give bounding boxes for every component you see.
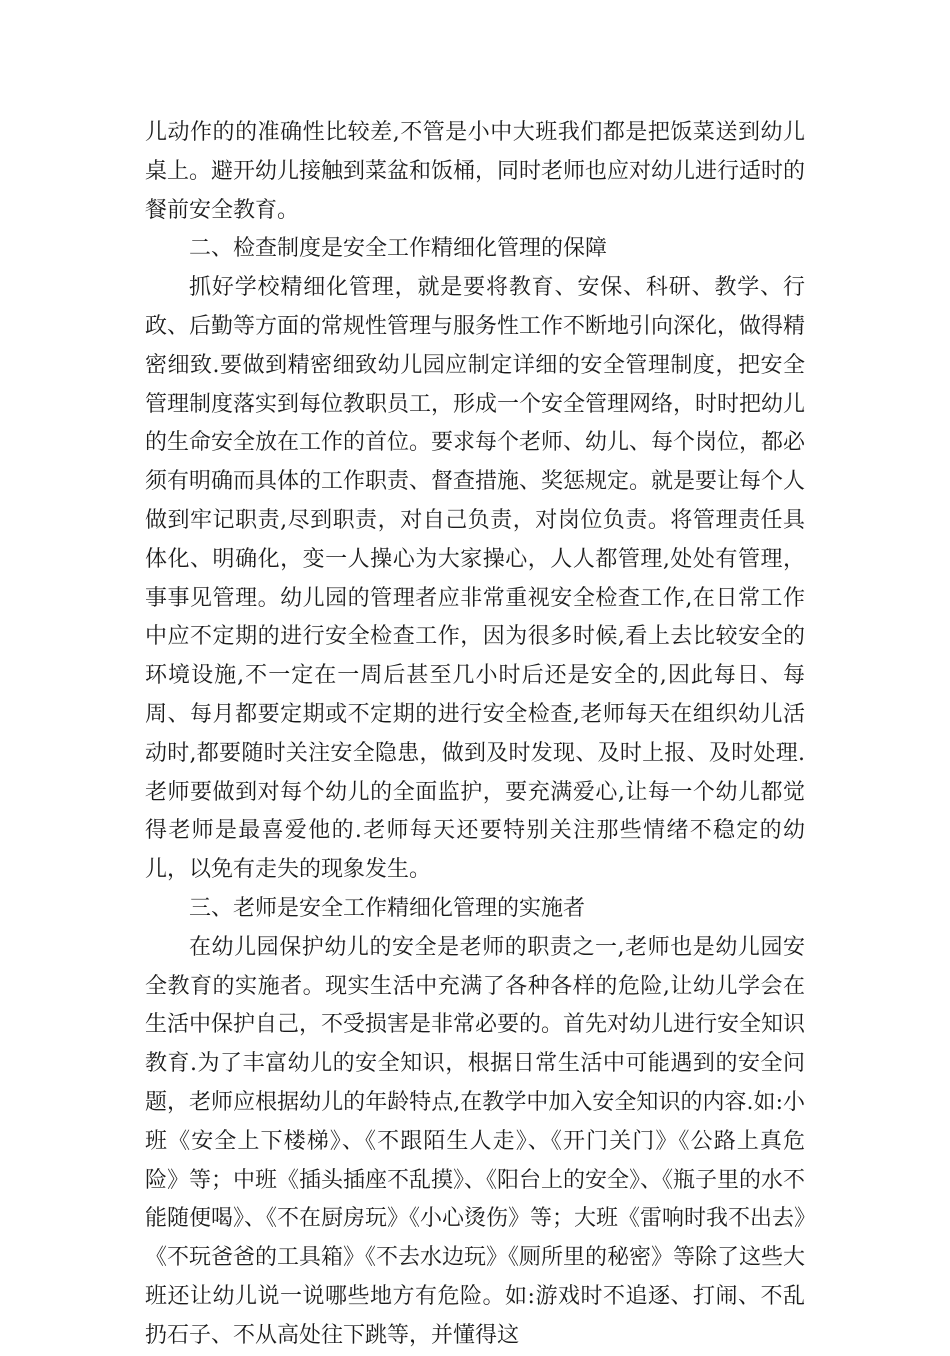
paragraph-safety-education: 在幼儿园保护幼儿的安全是老师的职责之一,老师也是幼儿园安全教育的实施者。现实生活中充满了各种各样的危险,让幼儿学会在生活中保护自己，不受损害是非常必要的。首先对幼儿进行安全知识教育.为了丰富幼儿的安全知识，根据日常生活中可能遇到的安全问题，老师应根据幼儿的年龄特点,在教学中加入安全知识的内容.如:小班《安全上下楼梯》、《不跟陌生人走》、《开门关门》《公路上真危险》等；中班《插头插座不乱摸》、《阳台上的安全》、《瓶子里的水不能随便喝》、《不在厨房玩》《小心烫伤》等；大班《雷响时我不出去》《不玩爸爸的工具箱》《不去水边玩》《厕所里的秘密》等除了这些大班还让幼儿说一说哪些地方有危险。如:游戏时不追逐、打闹、不乱扔石子、不从高处往下跳等，并懂得这 xyxy=(145,934,806,1348)
paragraph-refined-management: 抓好学校精细化管理，就是要将教育、安保、科研、教学、行政、后勤等方面的常规性管理与服务性工作不断地引向深化，做得精密细致.要做到精密细致幼儿园应制定详细的安全管理制度，把安全管理制度落实到每位教职员工，形成一个安全管理网络，时时把幼儿的生命安全放在工作的首位。要求每个老师、幼儿、每个岗位，都必须有明确而具体的工作职责、督查措施、奖惩规定。就是要让每个人做到牢记职责,尽到职责，对自己负责，对岗位负责。将管理责任具体化、明确化，变一人操心为大家操心，人人都管理,处处有管理，事事见管理。幼儿园的管理者应非常重视安全检查工作,在日常工作中应不定期的进行安全检查工作，因为很多时候,看上去比较安全的环境设施,不一定在一周后甚至几小时后还是安全的,因此每日、每周、每月都要定期或不定期的进行安全检查,老师每天在组织幼儿活动时,都要随时关注安全隐患，做到及时发现、及时上报、及时处理.老师要做到对每个幼儿的全面监护，要充满爱心,让每一个幼儿都觉得老师是最喜爱他的.老师每天还要特别关注那些情绪不稳定的幼儿，以免有走失的现象发生。 xyxy=(145,275,806,883)
section-heading-teacher-implementer: 三、老师是安全工作精细化管理的实施者 xyxy=(189,895,586,921)
paragraph-continuation: 儿动作的的准确性比较差,不管是小中大班我们都是把饭菜送到幼儿桌上。避开幼儿接触到菜盆和饭桶，同时老师也应对幼儿进行适时的餐前安全教育。 xyxy=(145,120,806,223)
document-body xyxy=(145,114,805,1356)
section-heading-inspection-system: 二、检查制度是安全工作精细化管理的保障 xyxy=(189,236,608,262)
